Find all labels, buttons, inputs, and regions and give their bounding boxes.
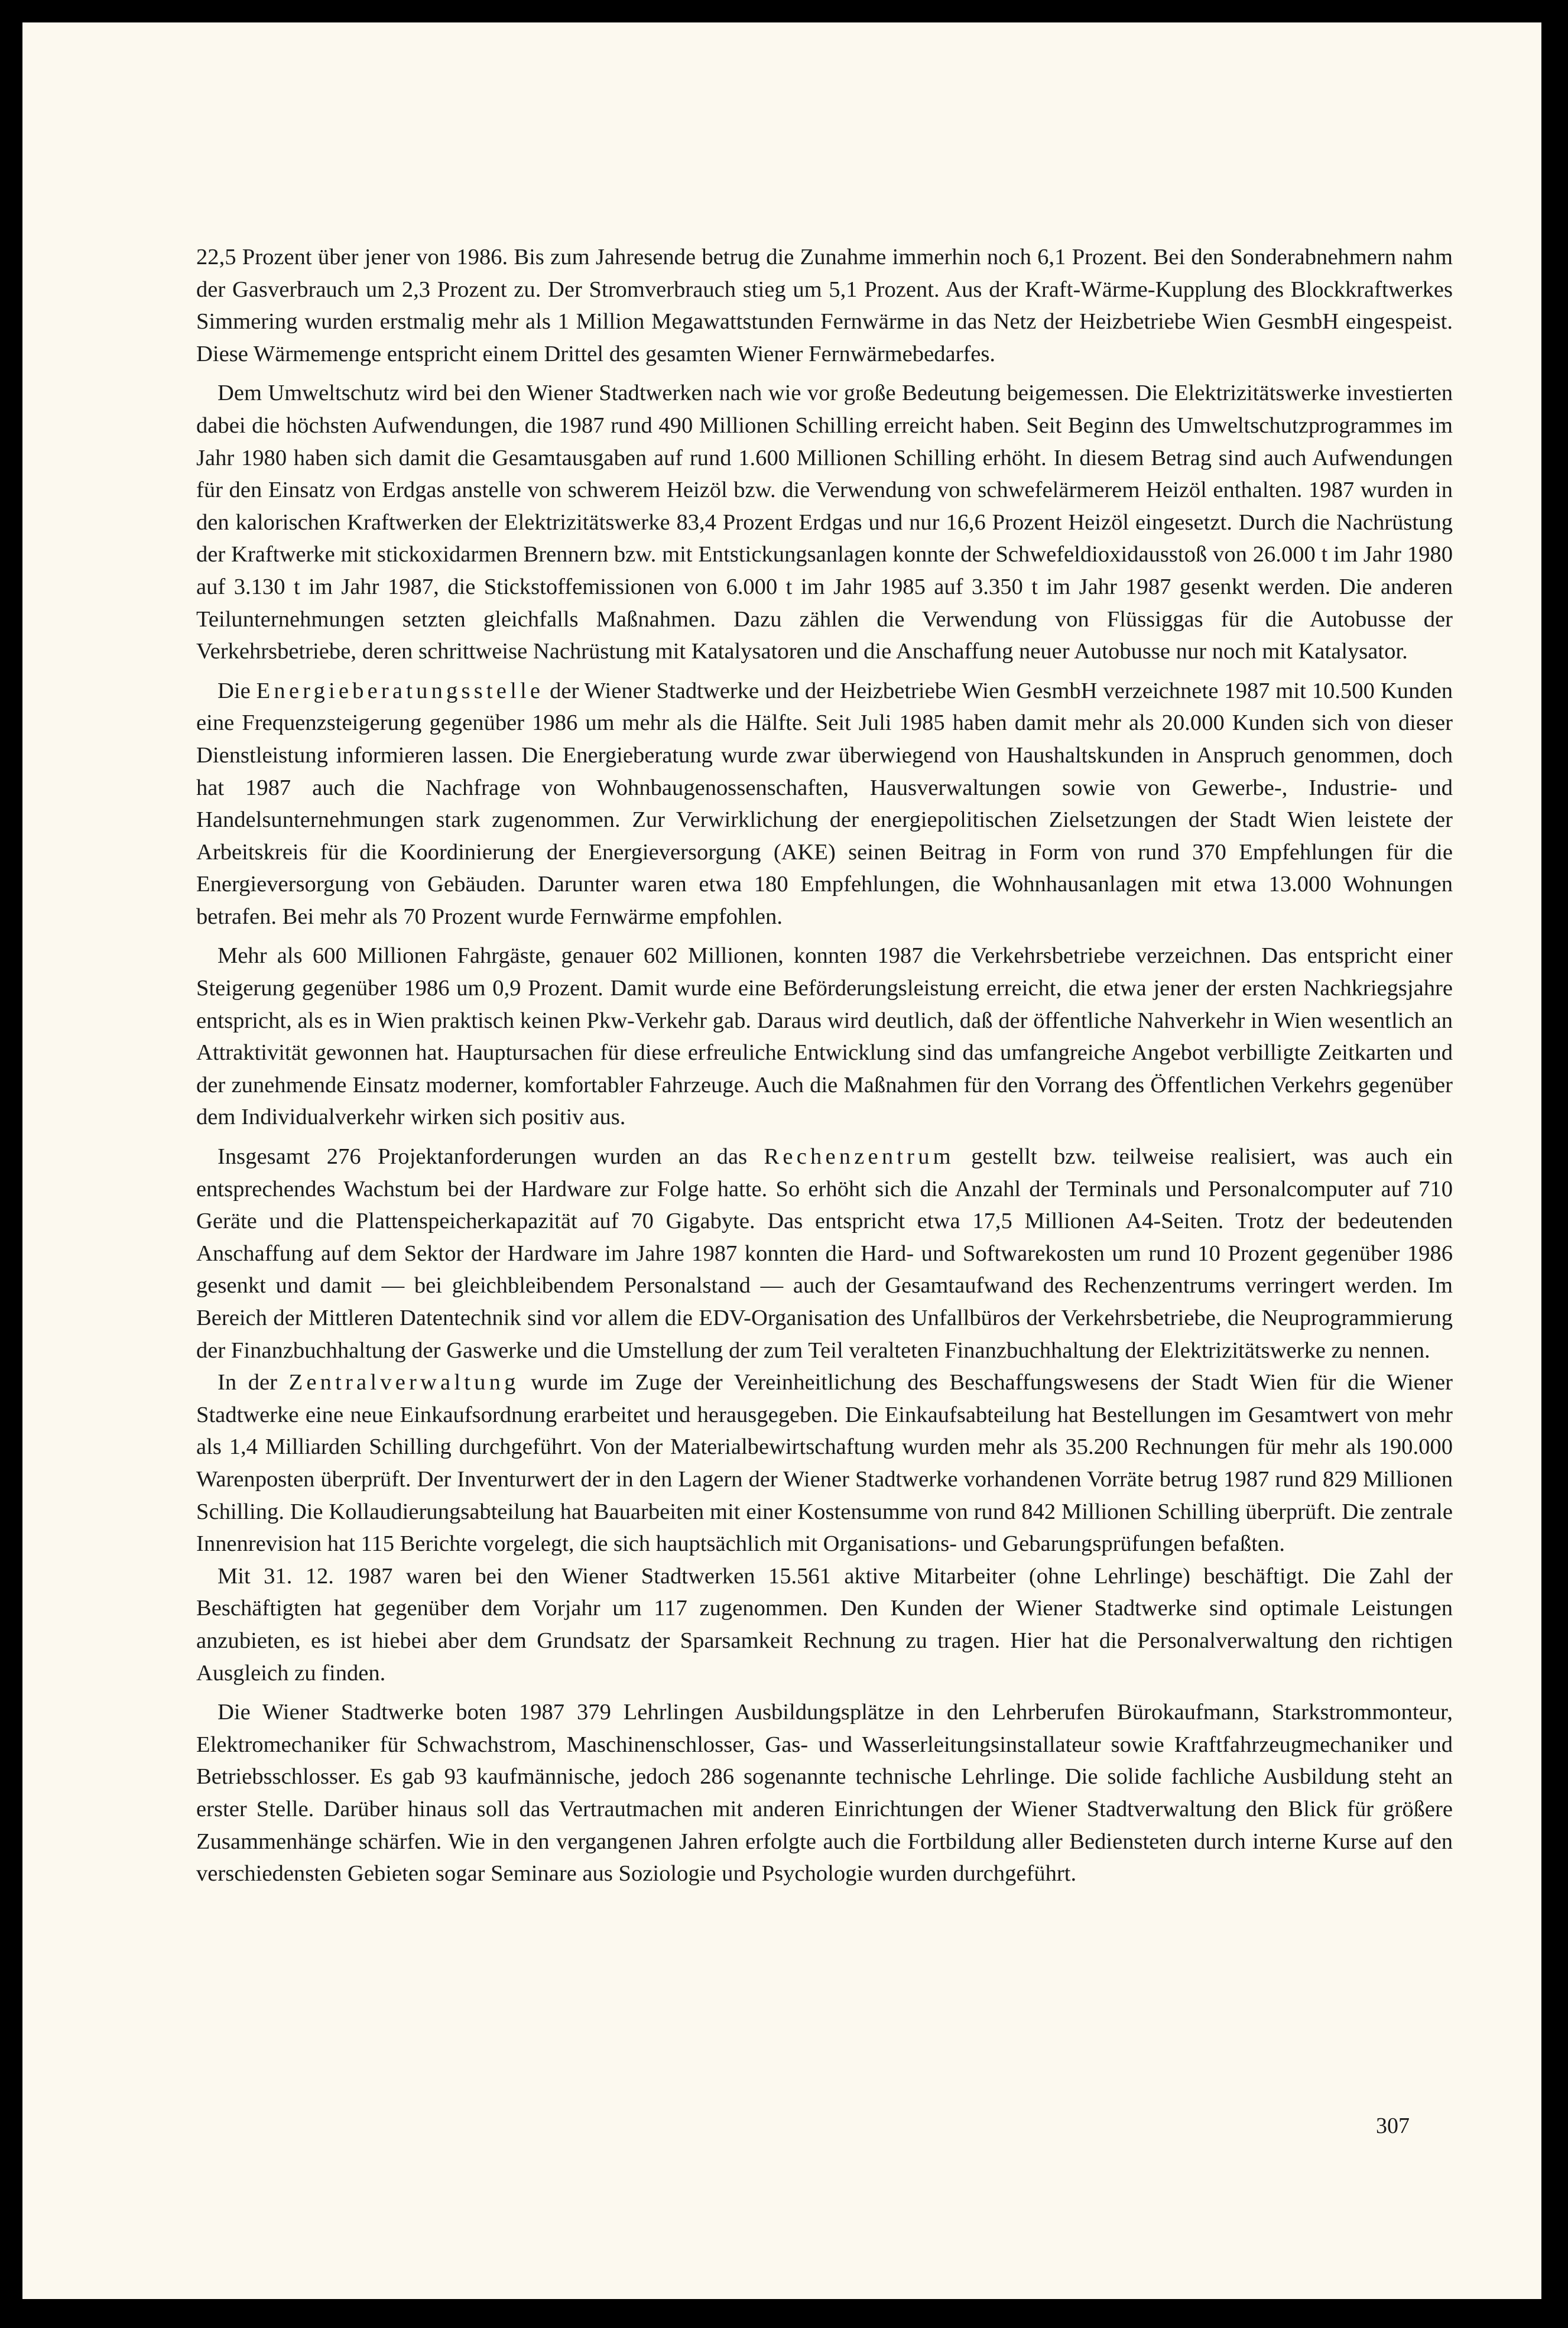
paragraph-public-transport [196,940,1453,1134]
document-page [22,22,1541,2299]
paragraph-text: der Wiener Stadtwerke und der Heizbetriebe Wien GesmbH verzeichnete 1987 mit 10.500 Kunden eine Frequenzsteigerung gegenüber 1986 um mehr als die Hälfte. Seit Juli 1985 haben damit mehr als 20.000 Kunden sich von dieser Dienstleistung informieren lassen. Die Energieberatung wurde zwar überwiegend von Haushaltskunden in Anspruch genommen, doch hat 1987 auch die Nachfrage von Wohnbaugenossenschaften, Hausverwaltungen sowie von Gewerbe-, Industrie- und Handelsunternehmungen stark zugenommen. Zur Verwirklichung der energiepolitischen Zielsetzungen der Stadt Wien leistete der Arbeitskreis für die Koordinierung der Energieversorgung (AKE) seinen Beitrag in Form von rund 370 Empfehlungen für die Energieversorgung von Gebäuden. Darunter waren etwa 180 Empfehlungen, die Wohnhausanlagen mit etwa 13.000 Wohnungen betrafen. Bei mehr als 70 Prozent wurde Fernwärme empfohlen. [196,678,1453,929]
paragraph-text: Insgesamt 276 Projektanforderungen wurden an das [217,1144,764,1170]
paragraph-text: 22,5 Prozent über jener von 1986. Bis zum Jahresende betrug die Zunahme immerhin noch 6,1 Prozent. Bei den Sonderabnehmern nahm der Gasverbrauch um 2,3 Prozent zu. Der Stromverbrauch stieg um 5,1 Prozent. Aus der Kraft-Wärme-Kupplung des Blockkraftwerkes Simmering wurden erstmalig mehr als 1 Million Megawattstunden Fernwärme in das Netz der Heizbetriebe Wien GesmbH eingespeist. Diese Wärmemenge entspricht einem Drittel des gesamten Wiener Fernwärmebedarfes. [196,245,1453,366]
paragraph-central-administration [196,1366,1453,1560]
emphasized-term: Zentralverwaltung [288,1370,520,1395]
paragraph-text: Mehr als 600 Millionen Fahrgäste, genauer 602 Millionen, konnten 1987 die Verkehrsbetriebe verzeichnen. Das entspricht einer Steigerung gegenüber 1986 um 0,9 Prozent. Damit wurde eine Beförderungsleistung erreicht, die etwa jener der ersten Nachkriegsjahre entspricht, als es in Wien praktisch keinen Pkw-Verkehr gab. Daraus wird deutlich, daß der öffentliche Nahverkehr in Wien wesentlich an Attraktivität gewonnen hat. Hauptursachen für diese erfreuliche Entwicklung sind das umfangreiche Angebot verbilligte Zeitkarten und der zunehmende Einsatz moderner, komfortabler Fahrzeuge. Auch die Maßnahmen für den Vorrang des Öffentlichen Verkehrs gegenüber dem Individualverkehr wirken sich positiv aus. [196,943,1453,1130]
body-text [196,241,1453,1890]
emphasized-term: Rechenzentrum [764,1144,955,1170]
paragraph-text: Mit 31. 12. 1987 waren bei den Wiener Stadtwerken 15.561 aktive Mitarbeiter (ohne Lehrlinge) beschäftigt. Die Zahl der Beschäftigten hat gegenüber dem Vorjahr um 117 zugenommen. Den Kunden der Wiener Stadtwerke sind optimale Leistungen anzubieten, es ist hiebei aber dem Grundsatz der Sparsamkeit Rechnung zu tragen. Hier hat die Personalverwaltung den richtigen Ausgleich zu finden. [196,1563,1453,1686]
emphasized-term: Energieberatungsstelle [256,678,544,703]
paragraph-text: gestellt bzw. teilweise realisiert, was auch ein entsprechendes Wachstum bei der Hardware zur Folge hatte. So erhöht sich die Anzahl der Terminals und Personalcomputer auf 710 Geräte und die Plattenspeicherkapazität auf 70 Gigabyte. Das entspricht etwa 17,5 Millionen A4-Seiten. Trotz der bedeutenden Anschaffung auf dem Sektor der Hardware im Jahre 1987 konnten die Hard- und Softwarekosten um rund 10 Prozent gegenüber 1986 gesenkt und damit — bei gleichbleibendem Personalstand — auch der Gesamtaufwand des Rechenzentrums verringert werden. Im Bereich der Mittleren Datentechnik sind vor allem die EDV-Organisation des Unfallbüros der Verkehrsbetriebe, die Neuprogrammierung der Finanzbuchhaltung der Gaswerke und die Umstellung der zum Teil veralteten Finanzbuchhaltung der Elektrizitätswerke zu nennen. [196,1144,1453,1363]
paragraph-apprentices [196,1696,1453,1890]
paragraph-text: Dem Umweltschutz wird bei den Wiener Stadtwerken nach wie vor große Bedeutung beigemessen. Die Elektrizitätswerke investierten dabei die höchsten Aufwendungen, die 1987 rund 490 Millionen Schilling erreicht haben. Seit Beginn des Umweltschutzprogrammes im Jahr 1980 haben sich damit die Gesamtausgaben auf rund 1.600 Millionen Schilling erhöht. In diesem Betrag sind auch Aufwendungen für den Einsatz von Erdgas anstelle von schwerem Heizöl bzw. die Verwendung von schwefelärmerem Heizöl enthalten. 1987 wurden in den kalorischen Kraftwerken der Elektrizitätswerke 83,4 Prozent Erdgas und nur 16,6 Prozent Heizöl eingesetzt. Durch die Nachrüstung der Kraftwerke mit stickoxidarmen Brennern bzw. mit Entstickungsanlagen konnte der Schwefeldioxidausstoß von 26.000 t im Jahr 1980 auf 3.130 t im Jahr 1987, die Stickstoffemissionen von 6.000 t im Jahr 1985 auf 3.350 t im Jahr 1987 gesenkt werden. Die anderen Teilunternehmungen setzten gleichfalls Maßnahmen. Dazu zählen die Verwendung von Flüssiggas für die Autobusse der Verkehrsbetriebe, deren schrittweise Nachrüstung mit Katalysatoren und die Anschaffung neuer Autobusse nur noch mit Katalysator. [196,381,1453,664]
paragraph-energy-advisory [196,675,1453,933]
page-number: 307 [1376,2113,1410,2138]
paragraph-text: Die Wiener Stadtwerke boten 1987 379 Lehrlingen Ausbildungsplätze in den Lehrberufen Bürokaufmann, Starkstrommonteur, Elektromechaniker für Schwachstrom, Maschinenschlosser, Gas- und Wasserleitungsinstallateur sowie Kraftfahrzeugmechaniker und Betriebsschlosser. Es gab 93 kaufmännische, jedoch 286 sogenannte technische Lehrlinge. Die solide fachliche Ausbildung steht an erster Stelle. Darüber hinaus soll das Vertrautmachen mit anderen Einrichtungen der Wiener Stadtverwaltung den Blick für größere Zusammenhänge schärfen. Wie in den vergangenen Jahren erfolgte auch die Fortbildung aller Bediensteten durch interne Kurse auf den verschiedensten Gebieten sogar Seminare aus Soziologie und Psychologie wurden durchgeführt. [196,1700,1453,1887]
paragraph-energy-consumption [196,241,1453,370]
paragraph-computing-center [196,1141,1453,1366]
paragraph-text: Die [217,678,257,703]
paragraph-staff [196,1560,1453,1689]
paragraph-environmental-protection [196,377,1453,667]
paragraph-text: In der [217,1370,289,1395]
paragraph-text: wurde im Zuge der Vereinheitlichung des Beschaffungswesens der Stadt Wien für die Wiener Stadtwerke eine neue Einkaufsordnung erarbeitet und herausgegeben. Die Einkaufsabteilung hat Bestellungen im Gesamtwert von mehr als 1,4 Milliarden Schilling durchgeführt. Von der Materialbewirtschaftung wurden mehr als 35.200 Rechnungen für mehr als 190.000 Warenposten überprüft. Der Inventurwert der in den Lagern der Wiener Stadtwerke vorhandenen Vorräte betrug 1987 rund 829 Millionen Schilling. Die Kollaudierungsabteilung hat Bauarbeiten mit einer Kostensumme von rund 842 Millionen Schilling überprüft. Die zentrale Innenrevision hat 115 Berichte vorgelegt, die sich hauptsächlich mit Organisations- und Gebarungsprüfungen befaßten. [196,1370,1453,1557]
